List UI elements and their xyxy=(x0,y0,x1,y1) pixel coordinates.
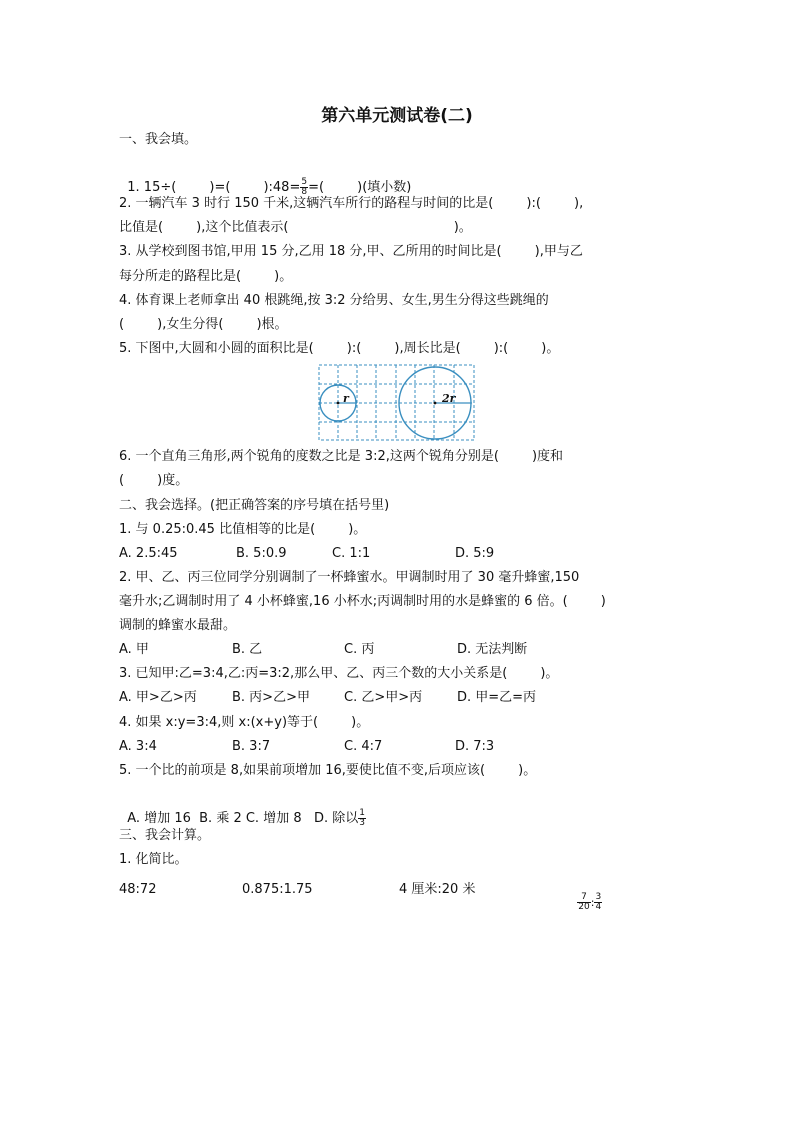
s3-item-1: 48:72 xyxy=(119,882,157,897)
s3-item-4 xyxy=(569,877,602,912)
fraction-denominator: 20 xyxy=(578,902,590,912)
s2-q5-options-text: A. 增加 16 B. 乘 2 C. 增加 8 D. 除以 xyxy=(127,811,359,826)
section1-heading: 一、我会填。 xyxy=(119,132,198,147)
section3-heading: 三、我会计算。 xyxy=(119,828,211,843)
s2-q3-stem: 3. 已知甲:乙=3:4,乙:丙=3:2,那么甲、乙、丙三个数的大小关系是( )。 xyxy=(119,666,559,681)
fraction-denominator: 4 xyxy=(595,902,602,912)
s2-q2-option-a: A. 甲 xyxy=(119,642,149,657)
s1-q4-line1: 4. 体育课上老师拿出 40 根跳绳,按 3:2 分给男、女生,男生分得这些跳绳的 xyxy=(119,293,549,308)
s3-q1: 1. 化简比。 xyxy=(119,852,188,867)
s1-q1 xyxy=(119,162,411,197)
section2-heading: 二、我会选择。(把正确答案的序号填在括号里) xyxy=(119,498,390,513)
s2-q1-option-b: B. 5:0.9 xyxy=(236,546,287,561)
s2-q1-stem: 1. 与 0.25:0.45 比值相等的比是( )。 xyxy=(119,522,367,537)
circles-figure xyxy=(318,364,476,442)
page-title: 第六单元测试卷(二) xyxy=(321,106,473,126)
s2-q5-stem: 5. 一个比的前项是 8,如果前项增加 16,要使比值不变,后项应该( )。 xyxy=(119,763,537,778)
s2-q2-option-b: B. 乙 xyxy=(232,642,263,657)
s2-q4-option-c: C. 4:7 xyxy=(344,739,383,754)
fraction-numerator: 1 xyxy=(359,808,366,818)
s2-q5-fraction xyxy=(358,809,366,828)
s2-q5-options xyxy=(119,793,366,828)
s3-fraction-1 xyxy=(577,893,590,912)
s2-q1-option-d: D. 5:9 xyxy=(455,546,495,561)
s2-q3-option-a: A. 甲>乙>丙 xyxy=(119,690,197,705)
fraction-denominator: 8 xyxy=(301,187,308,197)
s2-q2-option-c: C. 丙 xyxy=(344,642,375,657)
s1-q1-part-a: 1. 15÷( )=( ):48= xyxy=(127,180,301,195)
s2-q2-line1: 2. 甲、乙、丙三位同学分别调制了一杯蜂蜜水。甲调制时用了 30 毫升蜂蜜,150 xyxy=(119,570,580,585)
fraction-numerator: 5 xyxy=(301,177,308,187)
s1-q3-line1: 3. 从学校到图书馆,甲用 15 分,乙用 18 分,甲、乙所用的时间比是( ),甲与乙 xyxy=(119,244,583,259)
fraction-numerator: 7 xyxy=(577,893,590,903)
s1-q2-line2: 比值是( ),这个比值表示( )。 xyxy=(119,220,472,235)
s2-q3-option-d: D. 甲=乙=丙 xyxy=(457,690,537,705)
big-radius-label: 2r xyxy=(442,392,456,405)
s3-item-3: 4 厘米:20 米 xyxy=(399,882,476,897)
s1-q1-part-b: =( )(填小数) xyxy=(308,180,412,195)
s1-q4-line2: ( ),女生分得( )根。 xyxy=(119,317,288,332)
s1-q1-fraction xyxy=(300,178,308,197)
s1-q2-line1: 2. 一辆汽车 3 时行 150 千米,这辆汽车所行的路程与时间的比是( ):( ), xyxy=(119,196,584,211)
s2-q4-option-b: B. 3:7 xyxy=(232,739,271,754)
fraction-numerator: 3 xyxy=(595,892,602,902)
s1-q6-line1: 6. 一个直角三角形,两个锐角的度数之比是 3:2,这两个锐角分别是( )度和 xyxy=(119,449,564,464)
s2-q4-option-d: D. 7:3 xyxy=(455,739,495,754)
s2-q2-line2: 毫升水;乙调制时用了 4 小杯蜂蜜,16 小杯水;丙调制时用的水是蜂蜜的 6 倍。( ) xyxy=(119,594,606,609)
s2-q3-option-b: B. 丙>乙>甲 xyxy=(232,690,310,705)
fraction-denominator: 3 xyxy=(359,818,366,828)
s2-q1-option-c: C. 1:1 xyxy=(332,546,371,561)
ratio-separator: : xyxy=(590,896,595,909)
s3-fraction-2 xyxy=(594,893,602,912)
s3-item-2: 0.875:1.75 xyxy=(242,882,313,897)
s1-q3-line2: 每分所走的路程比是( )。 xyxy=(119,269,293,284)
s2-q2-line3: 调制的蜂蜜水最甜。 xyxy=(119,618,237,633)
small-radius-label: r xyxy=(343,392,349,405)
s2-q4-stem: 4. 如果 x:y=3:4,则 x:(x+y)等于( )。 xyxy=(119,715,370,730)
s1-q5: 5. 下图中,大圆和小圆的面积比是( ):( ),周长比是( ):( )。 xyxy=(119,341,560,356)
s2-q3-option-c: C. 乙>甲>丙 xyxy=(344,690,423,705)
s1-q6-line2: ( )度。 xyxy=(119,473,189,488)
s2-q4-option-a: A. 3:4 xyxy=(119,739,157,754)
s2-q1-option-a: A. 2.5:45 xyxy=(119,546,178,561)
s2-q2-option-d: D. 无法判断 xyxy=(457,642,528,657)
